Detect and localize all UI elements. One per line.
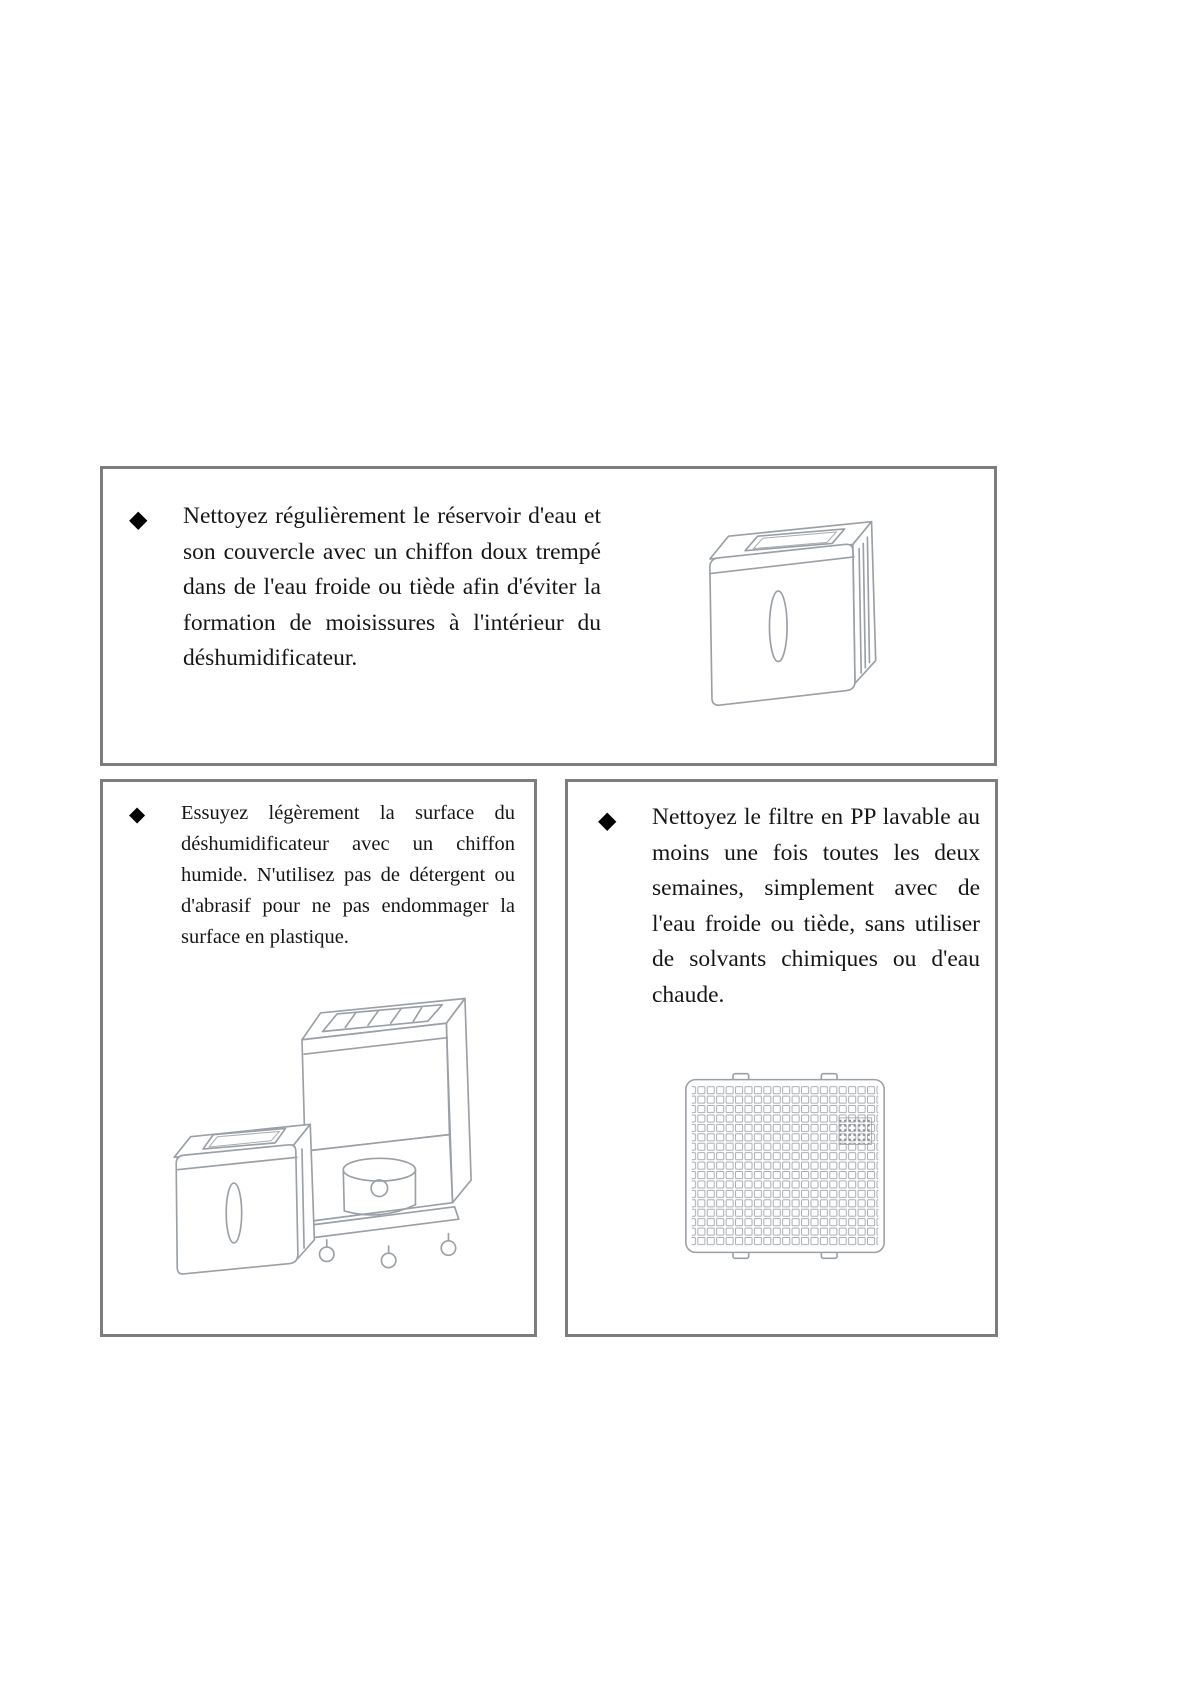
diamond-bullet-icon: ◆ xyxy=(129,505,148,533)
diamond-bullet-icon: ◆ xyxy=(129,802,146,826)
instruction-text-clean-tank: Nettoyez régulièrement le réservoir d'eau et son couvercle avec un chiffon doux trempé dans de l'eau froide ou tiède afin d'éviter la formation de moisissures à l'intérieur du déshumidificateur. xyxy=(183,503,601,671)
section-wipe-surface xyxy=(100,779,537,1337)
dehumidifier-illustration xyxy=(145,982,525,1312)
diamond-bullet-icon: ◆ xyxy=(598,806,617,834)
pp-filter-illustration xyxy=(678,1066,894,1266)
section-clean-water-tank xyxy=(100,466,997,766)
water-tank-illustration xyxy=(685,505,913,729)
section-clean-filter xyxy=(565,779,998,1337)
instruction-text-wipe-surface: Essuyez légèrement la surface du déshumidificateur avec un chiffon humide. N'utilisez pas de détergent ou d'abrasif pour ne pas endommager la surface en plastique. xyxy=(181,802,515,948)
instruction-text-clean-filter: Nettoyez le filtre en PP lavable au moins une fois toutes les deux semaines, simplement avec de l'eau froide ou tiède, sans utiliser de solvants chimiques ou d'eau chaude. xyxy=(652,804,980,1008)
